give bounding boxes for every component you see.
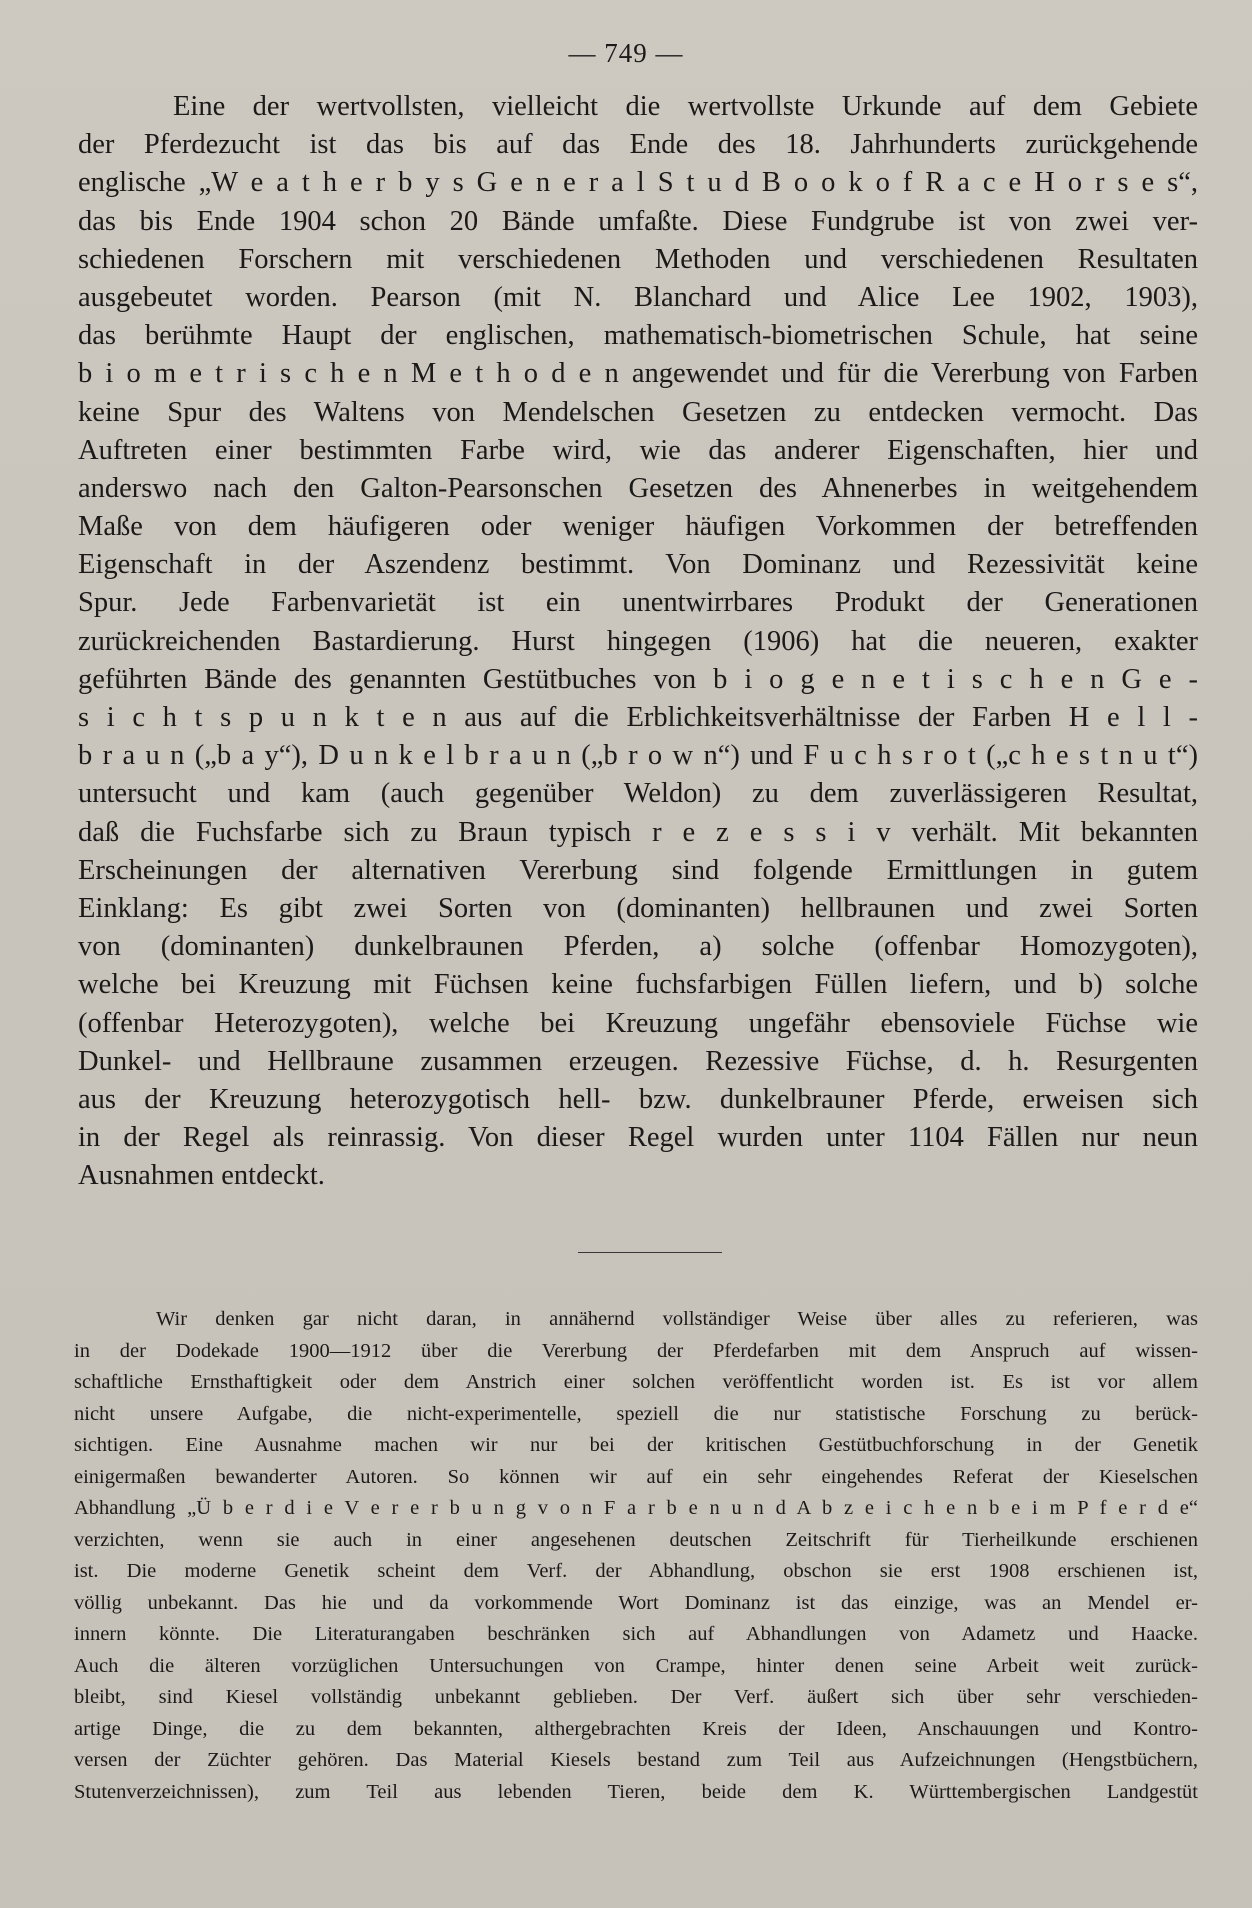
text-line: keine Spur des Waltens von Mendelschen Gesetzen zu entdecken vermocht. Das: [78, 396, 1198, 428]
footnote-divider: [578, 1252, 722, 1253]
text-line: (offenbar Heterozygoten), welche bei Kreuzung ungefähr ebensoviele Füchse wie: [78, 1007, 1198, 1039]
footnote-line: versen der Züchter gehören. Das Material Kiesels bestand zum Teil aus Aufzeichnungen (Hengstbüchern,: [74, 1749, 1198, 1771]
footnote-line: innern könnte. Die Literaturangaben beschränken sich auf Abhandlungen von Adametz und Haacke.: [74, 1623, 1198, 1645]
text-line: Dunkel- und Hellbraune zusammen erzeugen. Rezessive Füchse, d. h. Resurgenten: [78, 1045, 1198, 1077]
footnote-line: artige Dinge, die zu dem bekannten, althergebrachten Kreis der Ideen, Anschauungen und Kontro-: [74, 1717, 1198, 1740]
text-line: Erscheinungen der alternativen Vererbung sind folgende Ermittlungen in gutem: [78, 854, 1198, 886]
text-line: von (dominanten) dunkelbraunen Pferden, a) solche (offenbar Homozygoten),: [78, 931, 1198, 963]
text-line: untersucht und kam (auch gegenüber Weldon) zu dem zuverlässigeren Resultat,: [78, 778, 1198, 810]
text-line: Maße von dem häufigeren oder weniger häufigen Vorkommen der betreffenden: [78, 511, 1198, 543]
text-line: das bis Ende 1904 schon 20 Bände umfaßte. Diese Fundgrube ist von zwei ver-: [78, 205, 1198, 237]
page-number: — 749 —: [568, 38, 684, 68]
text-line: englische „W e a t h e r b y s G e n e r a l S t u d B o o k o f R a c e H o r s e s“,: [78, 167, 1198, 199]
text-line: der Pferdezucht ist das bis auf das Ende des 18. Jahrhunderts zurückgehende: [78, 129, 1198, 161]
footnote-line: nicht unsere Aufgabe, die nicht-experimentelle, speziell die nur statistische Forschung zu berück-: [74, 1402, 1198, 1425]
text-line: daß die Fuchsfarbe sich zu Braun typisch r e z e s s i v verhält. Mit bekannten: [78, 816, 1198, 848]
footnote-line: einigermaßen bewanderter Autoren. So können wir auf ein sehr eingehendes Referat der Kieselschen: [74, 1465, 1198, 1488]
footnote-line: in der Dodekade 1900—1912 über die Vererbung der Pferdefarben mit dem Anspruch auf wissen-: [74, 1339, 1198, 1362]
text-line: Auftreten einer bestimmten Farbe wird, wie das anderer Eigenschaften, hier und: [78, 434, 1198, 466]
text-line: Einklang: Es gibt zwei Sorten von (dominanten) hellbraunen und zwei Sorten: [78, 892, 1198, 924]
main-text: [78, 88, 1198, 1195]
text-line: zurückreichenden Bastardierung. Hurst hingegen (1906) hat die neueren, exakter: [78, 625, 1198, 657]
footnote-line: Auch die älteren vorzüglichen Untersuchungen von Crampe, hinter denen seine Arbeit weit zurück-: [74, 1654, 1198, 1677]
text-line: schiedenen Forschern mit verschiedenen Methoden und verschiedenen Resultaten: [78, 243, 1198, 275]
footnote-line: Wir denken gar nicht daran, in annähernd vollständiger Weise über alles zu referieren, was: [156, 1308, 1198, 1330]
text-line: aus der Kreuzung heterozygotisch hell- bzw. dunkelbrauner Pferde, erweisen sich: [78, 1083, 1198, 1115]
footnote-line: verzichten, wenn sie auch in einer angesehenen deutschen Zeitschrift für Tierheilkunde erschienen: [74, 1528, 1198, 1551]
text-line: Ausnahmen entdeckt.: [78, 1160, 325, 1192]
text-line: Spur. Jede Farbenvarietät ist ein unentwirrbares Produkt der Generationen: [78, 587, 1198, 619]
footnote-line: Stutenverzeichnissen), zum Teil aus lebenden Tieren, beide dem K. Württembergischen Landgestüt: [74, 1780, 1198, 1803]
text-line: welche bei Kreuzung mit Füchsen keine fuchsfarbigen Füllen liefern, und b) solche: [78, 969, 1198, 1001]
footnote-line: bleibt, sind Kiesel vollständig unbekannt geblieben. Der Verf. äußert sich über sehr verschieden-: [74, 1686, 1198, 1708]
text-line: s i c h t s p u n k t e n aus auf die Erblichkeitsverhältnisse der Farben H e l l -: [78, 702, 1198, 733]
footnote: [74, 1304, 1198, 1808]
text-line: ausgebeutet worden. Pearson (mit N. Blanchard und Alice Lee 1902, 1903),: [78, 281, 1198, 313]
footnote-line: sichtigen. Eine Ausnahme machen wir nur bei der kritischen Gestütbuchforschung in der Genetik: [74, 1434, 1198, 1456]
text-line: b i o m e t r i s c h e n M e t h o d e n angewendet und für die Vererbung von Farben: [78, 358, 1198, 390]
text-line: b r a u n („b a y“), D u n k e l b r a u n („b r o w n“) und F u c h s r o t („c h e s t n u t“): [78, 740, 1198, 772]
text-line: geführten Bände des genannten Gestütbuches von b i o g e n e t i s c h e n G e -: [78, 663, 1198, 695]
text-line: anderswo nach den Galton-Pearsonschen Gesetzen des Ahnenerbes in weitgehendem: [78, 472, 1198, 504]
footnote-line: völlig unbekannt. Das hie und da vorkommende Wort Dominanz ist das einzige, was an Mendel er-: [74, 1591, 1198, 1614]
text-line: Eine der wertvollsten, vielleicht die wertvollste Urkunde auf dem Gebiete: [173, 91, 1198, 122]
text-line: Eigenschaft in der Aszendenz bestimmt. Von Dominanz und Rezessivität keine: [78, 549, 1198, 581]
footnote-line: ist. Die moderne Genetik scheint dem Verf. der Abhandlung, obschon sie erst 1908 erschienen ist,: [74, 1560, 1198, 1582]
footnote-line: schaftliche Ernsthaftigkeit oder dem Anstrich einer solchen veröffentlicht worden ist. Es ist vor allem: [74, 1371, 1198, 1393]
text-line: das berühmte Haupt der englischen, mathematisch-biometrischen Schule, hat seine: [78, 320, 1198, 352]
footnote-line: Abhandlung „Ü b e r d i e V e r e r b u n g v o n F a r b e n u n d A b z e i c h e n b e i m P f e r d e“: [74, 1497, 1198, 1519]
text-line: in der Regel als reinrassig. Von dieser Regel wurden unter 1104 Fällen nur neun: [78, 1122, 1198, 1154]
